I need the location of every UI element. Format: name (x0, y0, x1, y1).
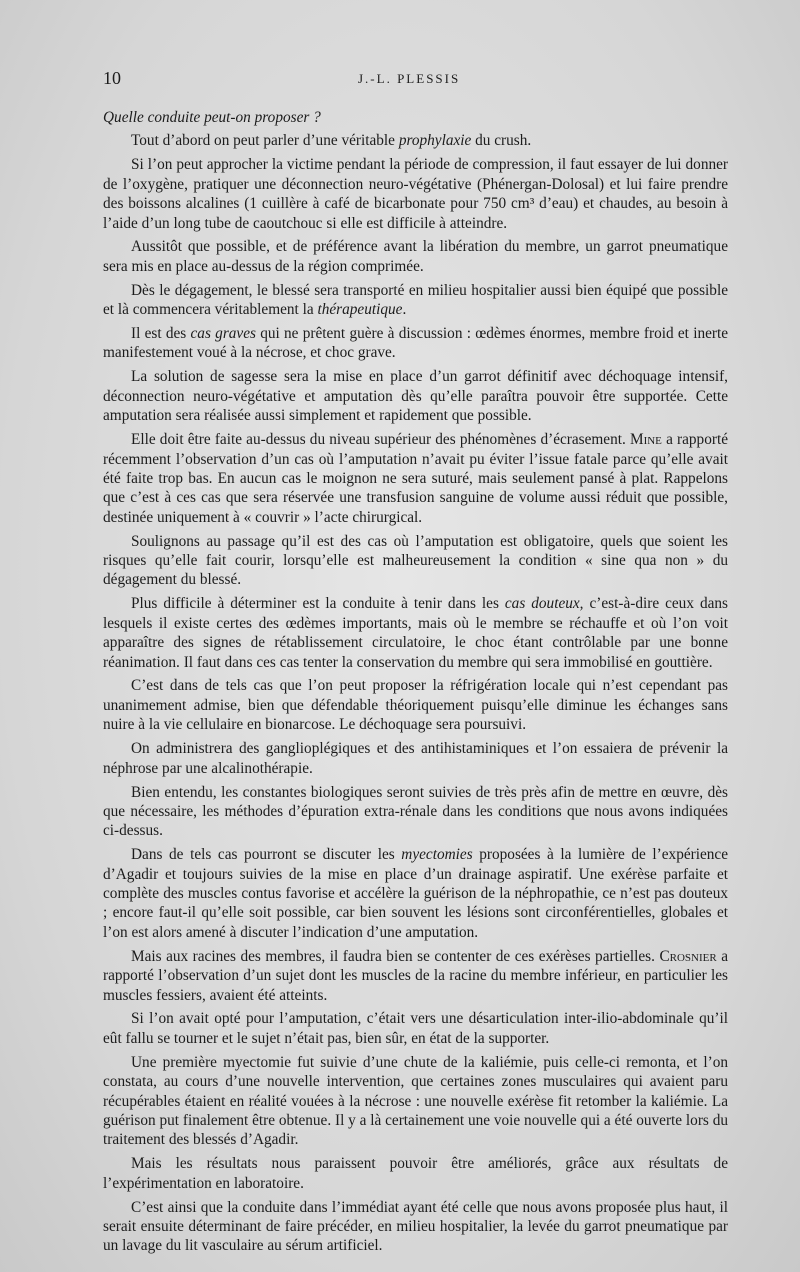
text-run: a rapporté récemment l’observation d’un cas où l’amputation n’avait pu éviter l’issue fatale parce qu’elle avait été faite trop bas. En aucun cas le moignon ne sera suturé, mais seulement pansé à plat. Rappelons que c’est à ces cas que sera réservée une transfusion sanguine de volume aussi réduit que possible, destinée uniquement à « couvrir » l’acte chirurgical. (103, 431, 728, 526)
paragraph-10: C’est dans de tels cas que l’on peut proposer la réfrigération locale qui n’est cependant pas unanimement admise, bien que défendable théoriquement puisqu’elle diminue les échanges sans nuire à la vie cellulaire en bionarcose. Le déchoquage sera poursuivi. (103, 677, 728, 734)
emphasis: myectomies (401, 846, 473, 864)
body-text (103, 108, 728, 1260)
section-question: Quelle conduite peut-on proposer ? (103, 109, 321, 126)
paragraph-15: Si l’on avait opté pour l’amputation, c’était vers une désarticulation inter-ilio-abdominale qu’il eût fallu se tourner et le sujet n’était pas, bien sûr, en état de la supporter. (103, 1010, 728, 1047)
paragraph-17: Mais les résultats nous paraissent pouvoir être améliorés, grâce aux résultats de l’expérimentation en laboratoire. (103, 1155, 728, 1192)
paragraph-18: C’est ainsi que la conduite dans l’immédiat ayant été celle que nous avons proposée plus haut, il serait ensuite déterminant de faire précéder, en milieu hospitalier, la levée du garrot pneumatique par un lavage du lit vasculaire au sérum artificiel. (103, 1198, 728, 1255)
emphasis: prophylaxie (398, 132, 472, 150)
text-run: Il est des (131, 325, 191, 343)
running-head: J.-L. PLESSIS (358, 71, 461, 86)
text-run: Plus difficile à déterminer est la conduite à tenir dans les (131, 595, 505, 613)
text-run: Dans de tels cas pourront se discuter les (131, 846, 402, 864)
paragraph-11: On administrera des ganglioplégiques et des antihistaminiques et l’on essaiera de prévenir la néphrose par une alcalinothérapie. (103, 740, 728, 777)
text-run: Dès le dégagement, le blessé sera transporté en milieu hospitalier aussi bien équipé que possible et là commencera véritablement la (103, 281, 728, 319)
emphasis: thérapeutique (317, 301, 403, 319)
paragraph-12: Bien entendu, les constantes biologiques seront suivies de très près afin de mettre en œuvre, dès que nécessaire, les méthodes d’épuration extra-rénale dans les conditions que nous avons indiquées ci-dessus. (103, 783, 728, 840)
paragraph-7 (103, 430, 728, 527)
paragraph-6: La solution de sagesse sera la mise en place d’un garrot définitif avec déchoquage intensif, déconnection neuro-végétative et amputation dès qu’elle paraîtra pouvoir être supportée. Cette amputation sera réalisée aussi simplement et rapidement que possible. (103, 368, 728, 425)
emphasis: cas douteux, (504, 595, 584, 613)
text-run: du crush. (471, 132, 532, 150)
page-header (103, 68, 723, 92)
emphasis: cas graves (190, 325, 256, 343)
text-run: Mais aux racines des membres, il faudra bien se contenter de ces exérèses partielles. (131, 947, 660, 965)
paragraph-13 (103, 845, 728, 942)
author-name: Crosnier (659, 947, 717, 965)
text-run: Elle doit être faite au-dessus du niveau supérieur des phénomènes d’écrasement. (131, 431, 630, 449)
paragraph-8: Soulignons au passage qu’il est des cas où l’amputation est obligatoire, quels que soient les risques qu’elle fait courir, lorsqu’elle est malheureusement la condition « sine qua non » du dégagement du blessé. (103, 532, 728, 589)
text-run: . (402, 301, 407, 319)
paragraph-14 (103, 947, 728, 1005)
paragraph-5 (103, 324, 728, 363)
text-run: c’est-à-dire ceux dans lesquels il existe certes des œdèmes importants, mais où le membre se réchauffe et où l’on voit apparaître des signes de rétablissement circulatoire, le choc étant contrôlable par une bonne réanimation. Il faut dans ces cas tenter la conservation du membre qui sera immobilisé en gouttière. (103, 595, 728, 671)
paragraph-9 (103, 594, 728, 672)
text-run: qui ne prêtent guère à discussion : œdèmes énormes, membre froid et inerte manifestement voué à la nécrose, et choc grave. (103, 325, 729, 362)
text-run: Tout d’abord on peut parler d’une véritable (131, 132, 399, 150)
text-run: a rapporté l’observation d’un sujet dont les muscles de la racine du membre inférieur, en particulier les muscles fessiers, avaient été atteints. (103, 947, 728, 1004)
paragraph-2: Si l’on peut approcher la victime pendant la période de compression, il faut essayer de lui donner de l’oxygène, pratiquer une déconnection neuro-végétative (Phénergan-Dolosal) et lui faire prendre des boissons alcalines (1 cuillère à café de bicarbonate pour 750 cm³ d’eau) et chaudes, au besoin à l’aide d’un long tube de caoutchouc si elle est difficile à atteindre. (103, 156, 728, 232)
paragraph-4 (103, 281, 728, 320)
author-name: Mine (629, 431, 662, 449)
paragraph-1 (103, 131, 728, 150)
text-run: proposées à la lumière de l’expérience d’Agadir et toujours suivies de la mise en place d’un drainage aspiratif. Une exérèse parfaite et complète des muscles contus favorise et accélère la guérison de la néphropathie, ce n’est pas douteux ; encore faut-il qu’elle soit possible, car bien souvent les lésions sont circonférentielles, globales et l’on est alors amené à discuter l’indication d’une amputation. (103, 846, 728, 941)
paragraph-3: Aussitôt que possible, et de préférence avant la libération du membre, un garrot pneumatique sera mis en place au-dessus de la région comprimée. (103, 238, 728, 275)
page-number: 10 (103, 68, 121, 88)
paragraph-16: Une première myectomie fut suivie d’une chute de la kaliémie, puis celle-ci remonta, et l’on constata, au cours d’une nouvelle intervention, que certaines zones musculaires qui avaient paru récupérables étaient en réalité vouées à la nécrose : une nouvelle exérèse fit retomber la kaliémie. La guérison put finalement être obtenue. Il y a là certainement une voie nouvelle qui a été ouverte lors du traitement des blessés d’Agadir. (103, 1053, 728, 1149)
